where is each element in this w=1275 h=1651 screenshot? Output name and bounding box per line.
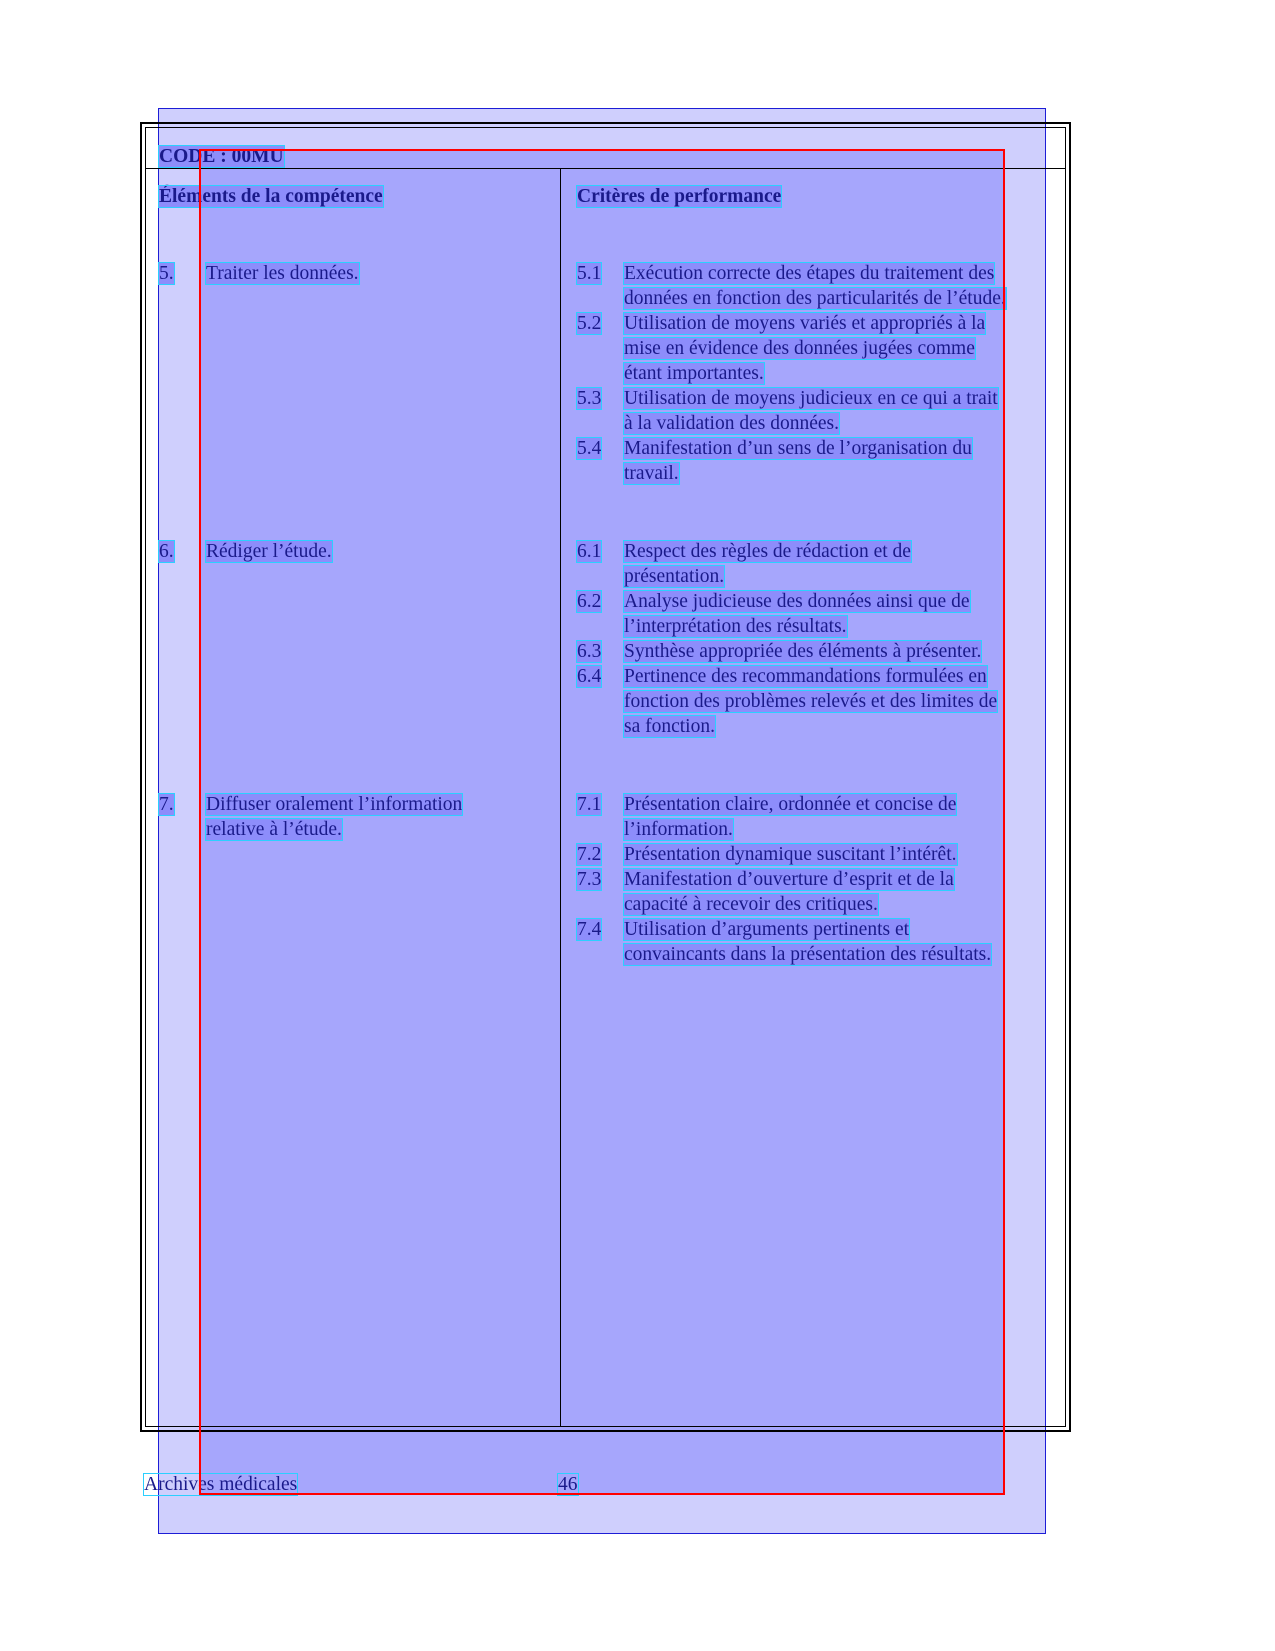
criterion-text: Utilisation de moyens variés et appropriés à la [624,313,986,334]
criterion-number: 5.3 [577,388,602,409]
criterion-text: capacité à recevoir des critiques. [624,894,878,915]
criterion-text: Manifestation d’ouverture d’esprit et de la [624,869,954,890]
criterion-number: 7.2 [577,844,602,865]
criterion-number: 7.3 [577,869,602,890]
criterion-text: fonction des problèmes relevés et des limites de [624,691,998,712]
footer-title: Archives médicales [144,1474,298,1495]
criterion-text: Utilisation de moyens judicieux en ce qui a trait [624,388,998,409]
criterion-text: Manifestation d’un sens de l’organisation du [624,438,972,459]
element-number: 5. [159,263,174,284]
criterion-number: 6.2 [577,591,602,612]
criterion-text: Respect des règles de rédaction et de [624,541,911,562]
criterion-text: Synthèse appropriée des éléments à présenter. [624,641,982,662]
criterion-text: Présentation dynamique suscitant l’intérêt. [624,844,957,865]
criterion-number: 5.1 [577,263,602,284]
code-label: CODE : 00MU [159,146,284,167]
element-text: relative à l’étude. [206,819,342,840]
header-criteria: Critères de performance [577,186,782,207]
element-text: Diffuser oralement l’information [206,794,463,815]
criterion-text: Exécution correcte des étapes du traitement des [624,263,995,284]
criterion-text: l’information. [624,819,733,840]
criterion-text: Utilisation d’arguments pertinents et [624,919,910,940]
criterion-number: 6.3 [577,641,602,662]
criterion-number: 6.4 [577,666,602,687]
criterion-text: travail. [624,463,679,484]
criterion-number: 7.4 [577,919,602,940]
criterion-text: étant importantes. [624,363,764,384]
criterion-number: 5.2 [577,313,602,334]
criterion-text: convaincants dans la présentation des résultats. [624,944,992,965]
criterion-text: Présentation claire, ordonnée et concise de [624,794,957,815]
criterion-text: à la validation des données. [624,413,839,434]
criterion-text: mise en évidence des données jugées comme [624,338,975,359]
annotation-red-box [199,149,1005,1495]
criterion-number: 6.1 [577,541,602,562]
criterion-text: données en fonction des particularités de l’étude. [624,288,1006,309]
element-text: Traiter les données. [206,263,359,284]
criterion-text: sa fonction. [624,716,715,737]
criterion-text: Analyse judicieuse des données ainsi que de [624,591,970,612]
criterion-number: 5.4 [577,438,602,459]
header-elements: Éléments de la compétence [159,186,383,207]
criterion-text: l’interprétation des résultats. [624,616,847,637]
element-number: 7. [159,794,174,815]
element-number: 6. [159,541,174,562]
criterion-number: 7.1 [577,794,602,815]
criterion-text: présentation. [624,566,725,587]
page-number: 46 [558,1474,578,1495]
criterion-text: Pertinence des recommandations formulées en [624,666,987,687]
element-text: Rédiger l’étude. [206,541,332,562]
